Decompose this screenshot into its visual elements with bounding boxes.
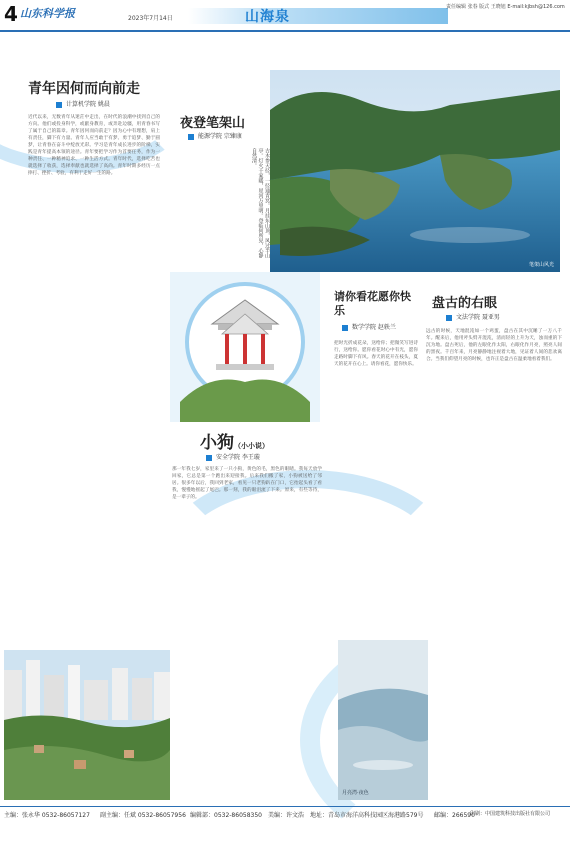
photo-caption-moon-bay: 月亮湾·夜色 bbox=[342, 790, 369, 796]
article-byline-puppy: 安全学院 李王璇 bbox=[206, 452, 260, 461]
article-title-pangu: 盘古的右眼 bbox=[432, 296, 498, 311]
article-title-bijia: 夜登笔架山 bbox=[180, 116, 246, 131]
footer-art-editor: 美编：许文浩 bbox=[268, 812, 305, 819]
coastline-image bbox=[270, 70, 560, 272]
article-byline-youth: 计算机学院 姚晨 bbox=[56, 99, 110, 108]
photo-coastline bbox=[270, 70, 560, 272]
poem-bijia: 古木参天径，一径通青冥。月挂东山顶，风过半山亭。灯火千家暖，星河万里明。登临何所见，心静自然清。 bbox=[251, 148, 270, 258]
poem-flowers: 把时光折成花朵，送给你；把微笑写进诗行，送给你。愿你看花时心中有光，愿你走路时脚下有风。春天的花开在枝头，夏天的花开在心上。请你看花，愿你快乐。 bbox=[334, 341, 418, 367]
footer-address: 地址：青岛市海洋高科技园区海港路579号 bbox=[310, 812, 424, 819]
page-number: 4 bbox=[4, 2, 18, 26]
article-title-puppy: 小狗（小小说） bbox=[200, 433, 269, 453]
byline-marker bbox=[206, 455, 212, 461]
article-title-youth: 青年因何而向前走 bbox=[28, 81, 140, 97]
city-image bbox=[4, 650, 170, 800]
footer-editorial-phone: 编辑部：0532-86058350 bbox=[190, 812, 262, 819]
photo-caption-coastline: 笔架山风光 bbox=[528, 262, 554, 268]
page-header bbox=[0, 0, 570, 30]
article-byline-flowers: 数学学院 赵轶兰 bbox=[342, 322, 396, 331]
paper-name: 山东科学报 bbox=[20, 7, 75, 20]
photo-city bbox=[4, 650, 170, 800]
editor-info: 责任编辑 张春 版式 王晓旭 E-mail:kjbsh@126.com bbox=[446, 4, 565, 10]
article-title-flowers: 请你看花愿你快乐 bbox=[334, 290, 411, 317]
page-footer bbox=[0, 806, 570, 821]
footer-postcode: 邮编：266590 bbox=[434, 812, 475, 819]
header-rule bbox=[0, 30, 570, 32]
article-byline-bijia: 能源学院 宗臻康 bbox=[188, 131, 242, 140]
issue-date: 2023年7月14日 bbox=[128, 15, 173, 22]
byline-marker bbox=[446, 315, 452, 321]
article-byline-pangu: 文法学院 聂亚男 bbox=[446, 312, 500, 321]
footer-deputy-editor: 副主编：任斌 0532-86057956 bbox=[100, 812, 186, 819]
moon-bay-image bbox=[338, 640, 428, 800]
byline-marker bbox=[56, 102, 62, 108]
pavilion-image bbox=[170, 272, 320, 422]
article-body-pangu: 远古的时候，天地混沌如一个鸡蛋，盘古在其中沉睡了一万八千年。醒来后，他用斧头劈开混沌，清而轻的上升为天，浊而重的下沉为地。盘古死后，他的左眼化作太阳，右眼化作月亮，照亮人间的黑夜。千百年来，月亮静静地注视着大地，见证着人间的悲欢离合。当我们仰望月亮的时候，也许正是盘古在温柔地看着我们。 bbox=[426, 329, 562, 362]
footer-printer: 印刷：中国建筑科技出版社有限公司 bbox=[470, 811, 551, 817]
section-title: 山海泉 bbox=[245, 9, 290, 25]
photo-moon-bay bbox=[338, 640, 428, 800]
footer-chief-editor: 主编：张永华 0532-86057127 bbox=[4, 812, 90, 819]
article-body-youth: 近代以来，无数青年从迷茫中走出，在时代的浪潮中找到自己的方向。他们或投身科学，或献身教育，或奔赴边疆，用青春书写了属于自己的篇章。青年因何而向前走？因为心中有理想，肩上有责任，脚下有力量。青年人应当敢于有梦、勇于追梦、勤于圆梦，让青春在奋斗中绽放光彩。学习是青年成长进步的阶梯，实践是青年提高本领的途径。青年要把学习作为首要任务，作为一种责任、一种精神追求、一种生活方式。青年时代，选择吃苦也就选择了收获，选择奉献也就选择了高尚。青年时期多经历一点摔打、挫折、考验，有利于走好一生的路。 bbox=[28, 115, 160, 176]
byline-marker bbox=[188, 134, 194, 140]
article-body-puppy: 那一年我七岁，家里来了一只小狗，黄色的毛，黑色的眼睛。我每天放学回家，它总是第一个跑出来迎接我。后来我们搬了家，小狗被送给了邻居。很多年以后，我回到老家，看见一只老狗趴在门口，它抬起头看了看我，慢慢地摇起了尾巴。那一刻，我的眼泪流了下来。原来，有些等待，是一辈子的。 bbox=[172, 467, 322, 500]
section-band bbox=[188, 8, 448, 24]
photo-pavilion bbox=[170, 272, 320, 422]
byline-marker bbox=[342, 325, 348, 331]
